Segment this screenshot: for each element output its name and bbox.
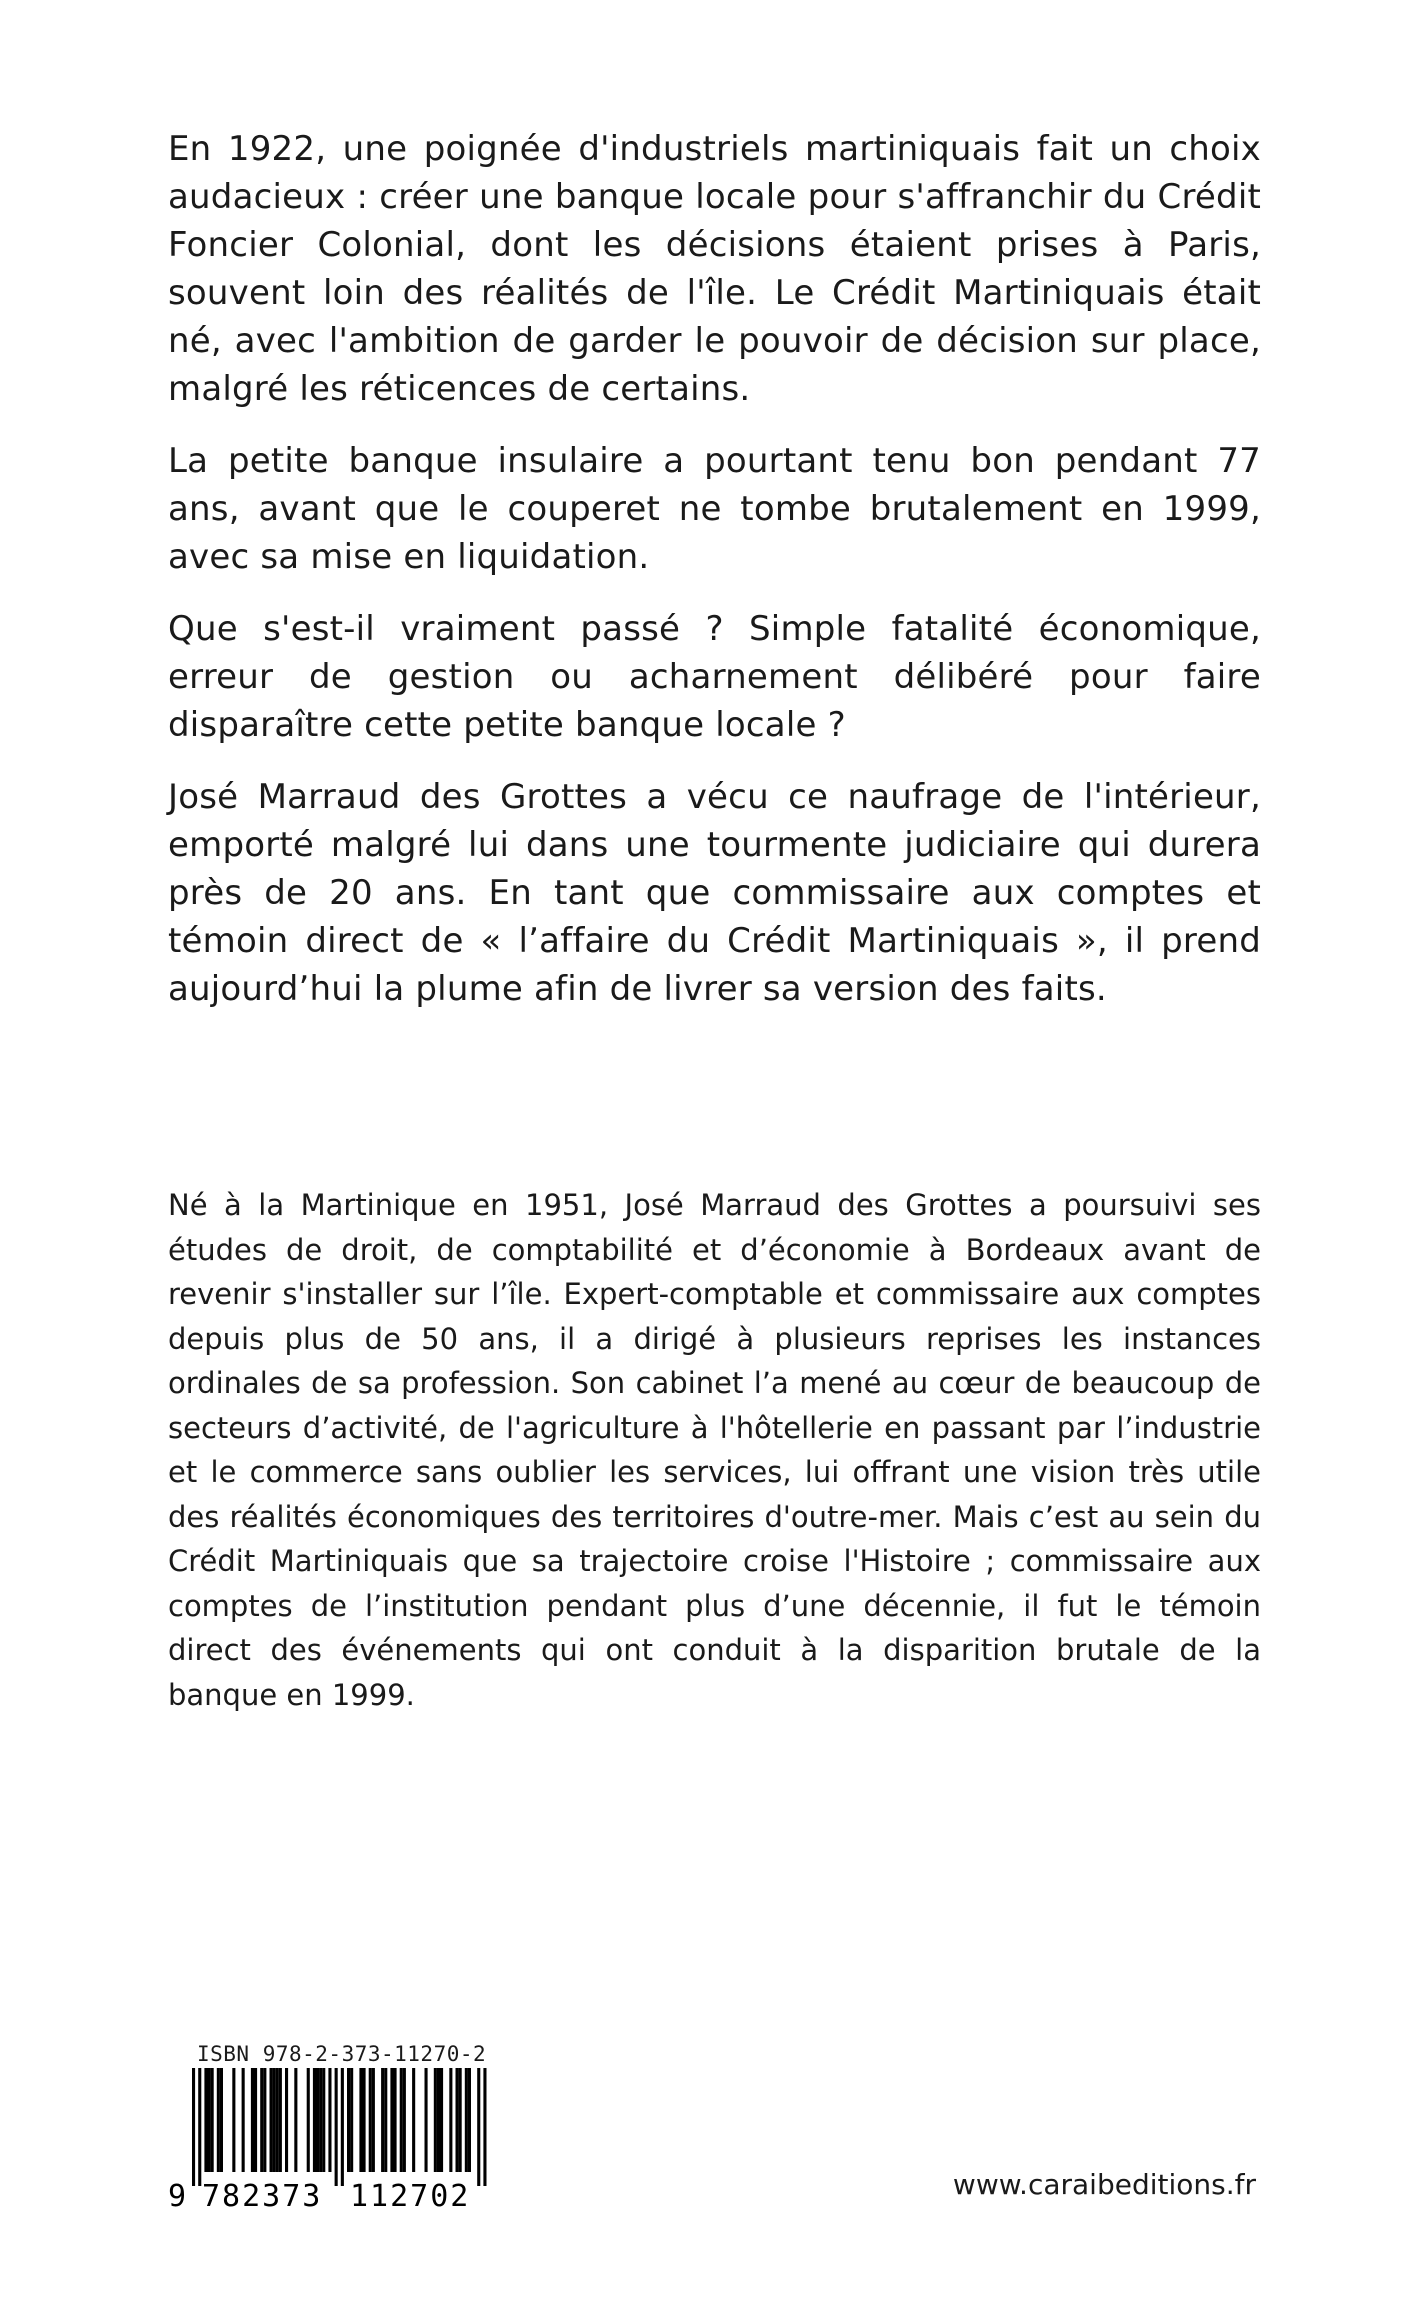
- barcode-bar: [211, 2068, 214, 2172]
- barcode-bar: [425, 2068, 428, 2172]
- description-paragraph-1: En 1922, une poignée d'industriels martiniquais fait un choix audacieux : créer une banque locale pour s'affranchir du Crédit Foncier Colonial, dont les décisions étaient prises à Paris, souvent loin des réalités de l'île. Le Crédit Martiniquais était né, avec l'ambition de garder le pouvoir de décision sur place, malgré les réticences de certains.: [168, 129, 1261, 409]
- barcode-bar: [294, 2068, 297, 2172]
- description-paragraph-4: José Marraud des Grottes a vécu ce naufrage de l'intérieur, emporté malgré lui dans une tourmente judiciaire qui durera près de 20 ans. En tant que commissaire aux comptes et témoin direct de « l’affaire du Crédit Martiniquais », il prend aujourd’hui la plume afin de livrer sa version des faits.: [168, 777, 1261, 1009]
- barcode-bar: [341, 2068, 344, 2186]
- barcode-bar: [260, 2068, 263, 2172]
- barcode-bar: [276, 2068, 279, 2172]
- description-paragraph-2: La petite banque insulaire a pourtant tenu bon pendant 77 ans, avant que le couperet ne tombe brutalement en 1999, avec sa mise en liquidation.: [168, 441, 1261, 577]
- barcode-bar: [328, 2068, 331, 2172]
- barcode-bar: [192, 2068, 195, 2186]
- barcode-bar: [254, 2068, 257, 2172]
- barcode-bar: [273, 2068, 276, 2172]
- barcode-bar: [483, 2068, 486, 2186]
- barcode-bar: [394, 2068, 397, 2172]
- isbn-barcode: [168, 2068, 500, 2210]
- barcode-left-digits: 782373: [202, 2179, 323, 2210]
- barcode-bar: [347, 2068, 350, 2172]
- barcode-bar: [456, 2068, 459, 2172]
- barcode-first-digit: 9: [168, 2179, 187, 2210]
- barcode-bar: [434, 2068, 437, 2172]
- barcode-bar: [477, 2068, 480, 2186]
- barcode-bar: [369, 2068, 372, 2172]
- description-paragraph-3: Que s'est-il vraiment passé ? Simple fatalité économique, erreur de gestion ou acharnement délibéré pour faire disparaître cette petite banque locale ?: [168, 609, 1261, 745]
- barcode-bar: [384, 2068, 387, 2172]
- barcode-right-digits: 112702: [350, 2179, 471, 2210]
- barcode-bar: [468, 2068, 471, 2172]
- barcode-bar: [465, 2068, 468, 2172]
- barcode-bar: [232, 2068, 235, 2172]
- barcode-bar: [313, 2068, 316, 2172]
- publisher-website[interactable]: www.caraibeditions.fr: [952, 2168, 1256, 2201]
- barcode-bar: [359, 2068, 362, 2172]
- isbn-label: ISBN 978-2-373-11270-2: [197, 2042, 487, 2066]
- barcode-bar: [279, 2068, 282, 2172]
- barcode-bar: [204, 2068, 207, 2172]
- barcode-bar: [400, 2068, 403, 2172]
- barcode-bar: [372, 2068, 375, 2172]
- barcode-bar: [381, 2068, 384, 2172]
- barcode-bar: [208, 2068, 211, 2172]
- barcode-bar: [350, 2068, 353, 2172]
- barcode-bar: [440, 2068, 443, 2172]
- barcode-bar: [307, 2068, 310, 2172]
- barcode-bar: [412, 2068, 415, 2172]
- barcode-bar: [449, 2068, 452, 2172]
- barcode-bar: [459, 2068, 462, 2172]
- barcode-bar: [316, 2068, 319, 2172]
- barcode-bar: [270, 2068, 273, 2172]
- author-bio-text: Né à la Martinique en 1951, José Marraud des Grottes a poursuivi ses études de droit, de comptabilité et d’économie à Bordeaux avant de revenir s'installer sur l’île. Expert-comptable et commissaire aux comptes depuis plus de 50 ans, il a dirigé à plusieurs reprises les instances ordinales de sa profession. Son cabinet l’a mené au cœur de beaucoup de secteurs d’activité, de l'agriculture à l'hôtellerie en passant par l’industrie et le commerce sans oublier les services, lui offrant une vision très utile des réalités économiques des territoires d'outre-mer. Mais c’est au sein du Crédit Martiniquais que sa trajectoire croise l'Histoire ; commissaire aux comptes de l’institution pendant plus d’une décennie, il fut le témoin direct des événements qui ont conduit à la disparition brutale de la banque en 1999.: [168, 1188, 1261, 1712]
- barcode-bar: [363, 2068, 366, 2172]
- barcode-bar: [319, 2068, 322, 2172]
- barcode-bar: [263, 2068, 266, 2172]
- barcode-bar: [285, 2068, 288, 2172]
- barcode-bar: [198, 2068, 201, 2186]
- barcode-bar: [322, 2068, 325, 2172]
- barcode-bar: [220, 2068, 223, 2172]
- barcode-bar: [242, 2068, 245, 2172]
- barcode-bar: [437, 2068, 440, 2172]
- author-biography: [168, 1183, 1261, 1717]
- barcode-bar: [217, 2068, 220, 2172]
- book-description: [168, 125, 1261, 1037]
- barcode-bar: [390, 2068, 393, 2172]
- barcode-bar: [335, 2068, 338, 2186]
- barcode-bar: [403, 2068, 406, 2172]
- barcode-bar: [251, 2068, 254, 2172]
